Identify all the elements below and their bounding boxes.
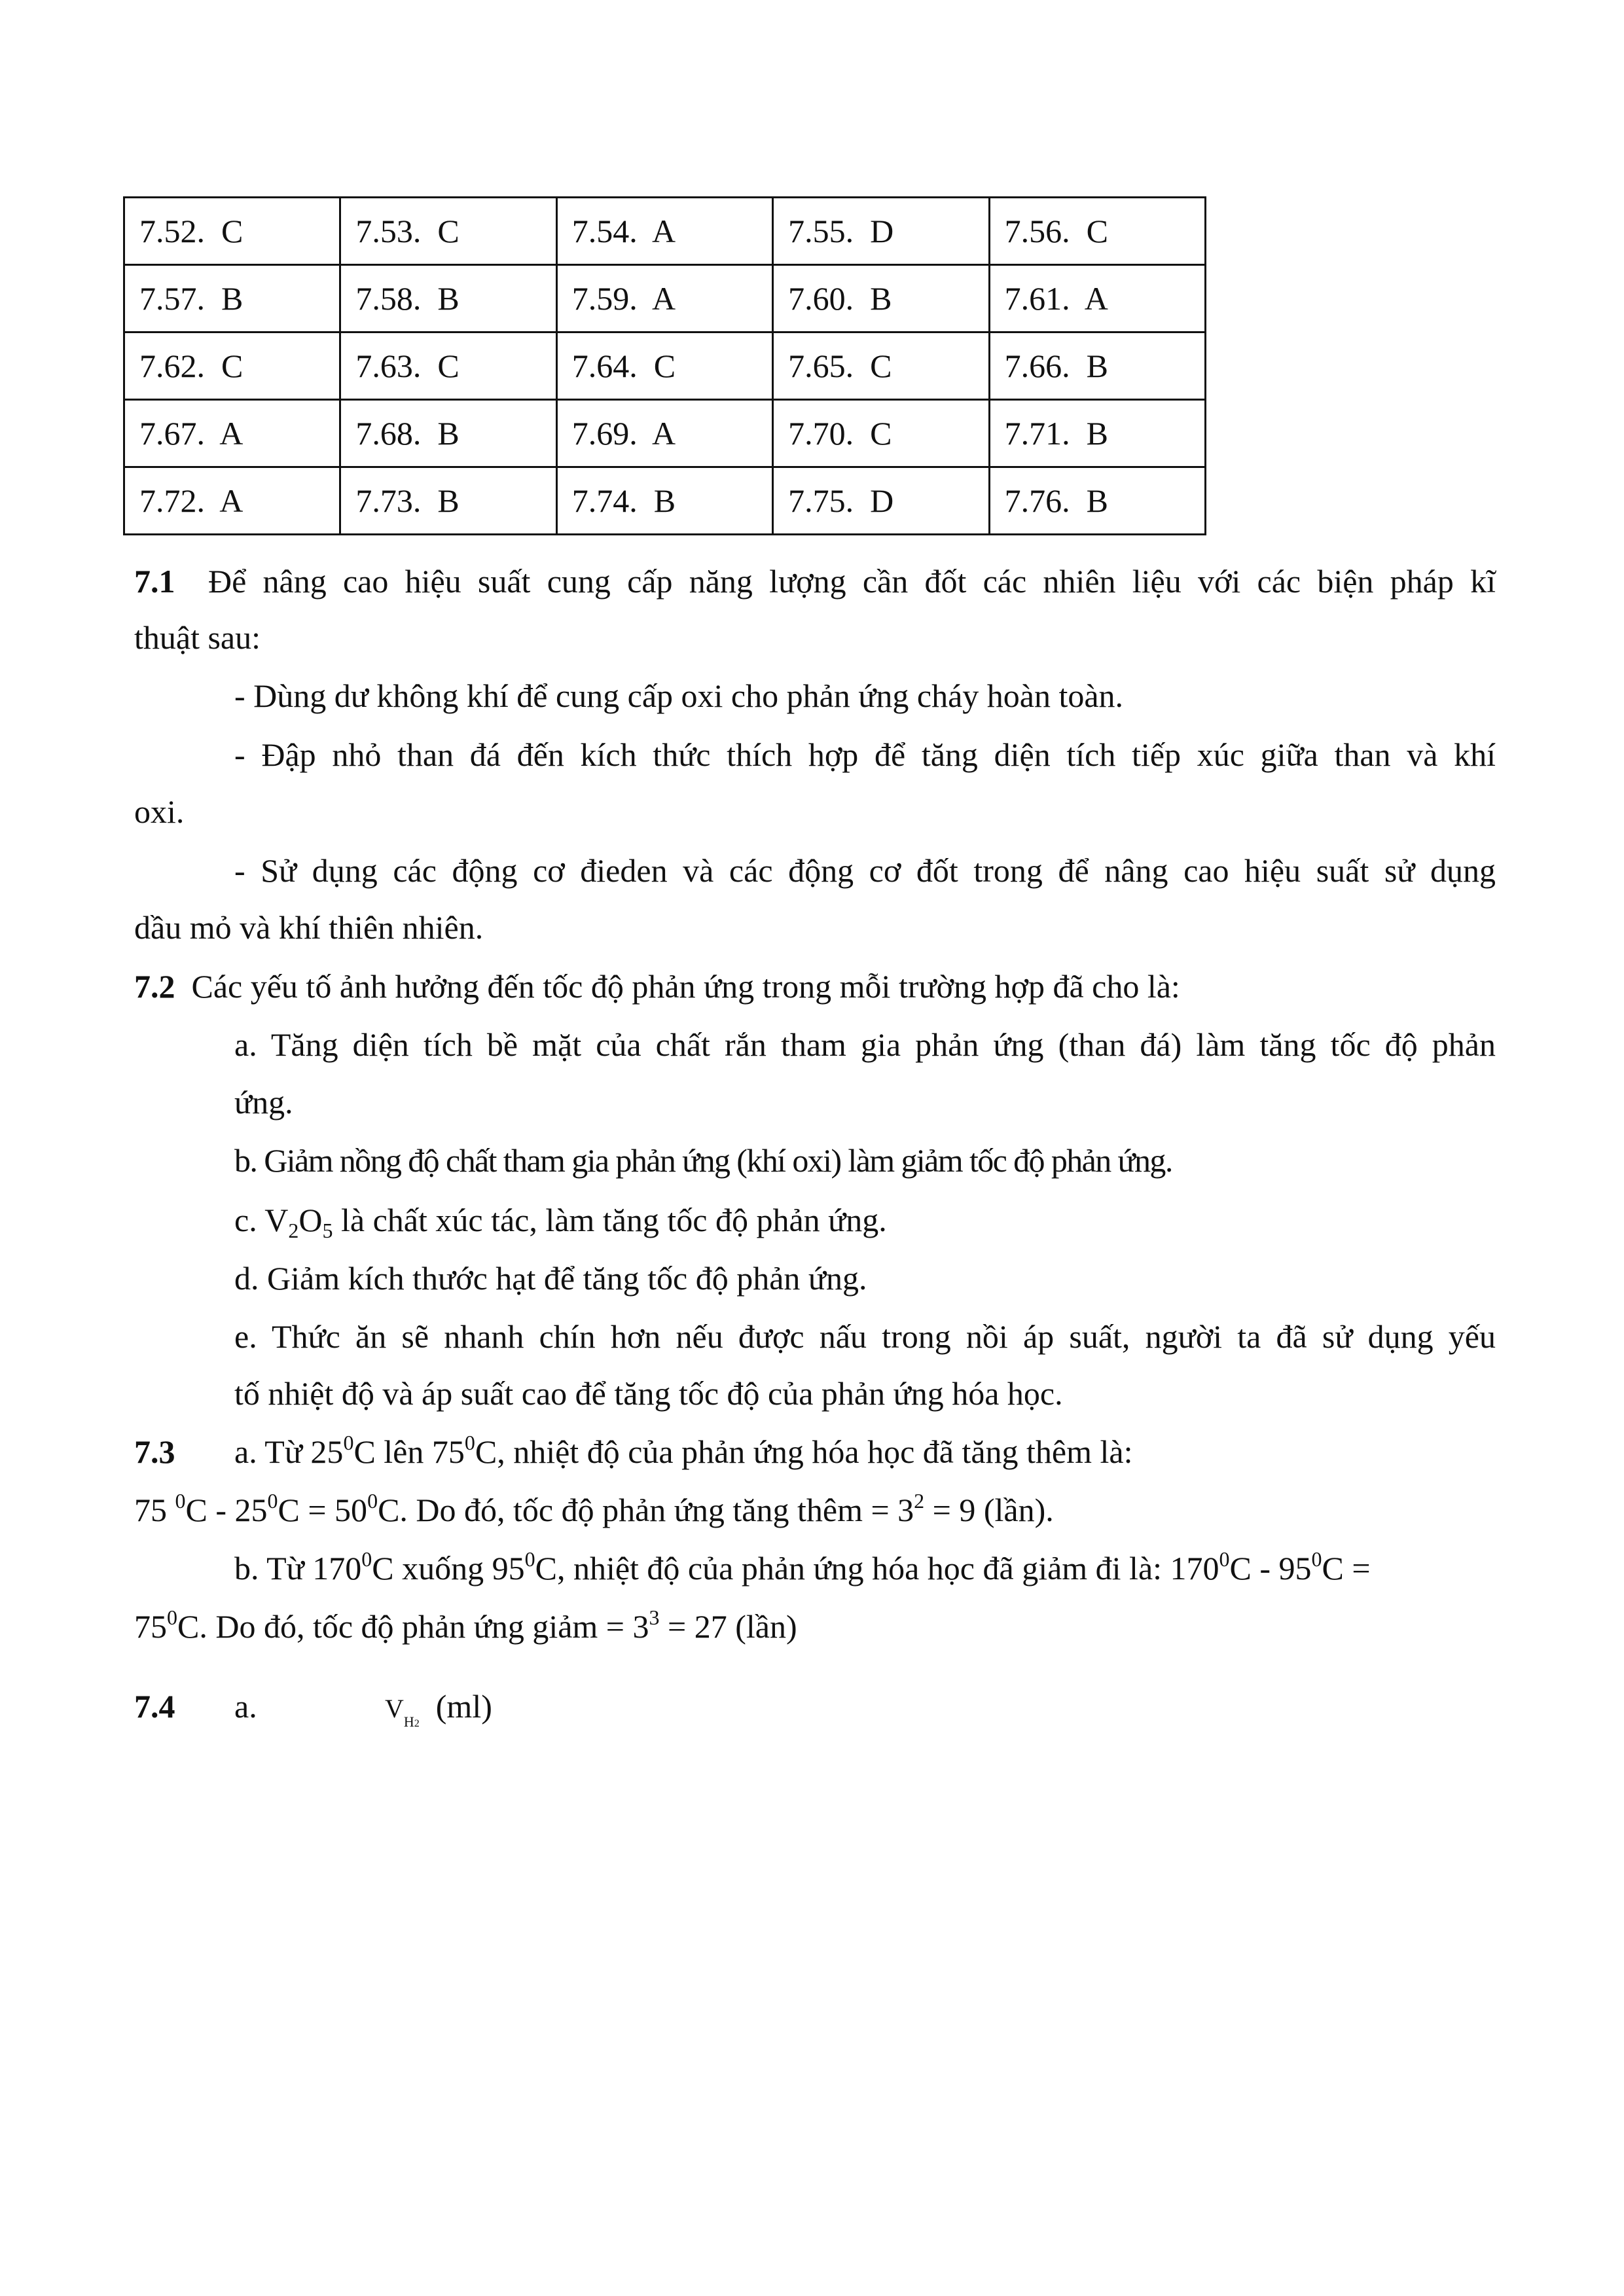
table-row bbox=[124, 265, 1206, 332]
q72-c-sub1: 2 bbox=[288, 1219, 299, 1242]
q73-deg: 0 bbox=[343, 1431, 354, 1454]
q73-text: C lên 75 bbox=[353, 1433, 465, 1470]
q73-text: C - 95 bbox=[1229, 1550, 1312, 1587]
table-row bbox=[124, 400, 1206, 467]
answer-cell: 7.59. A bbox=[556, 265, 772, 332]
q73-deg: 0 bbox=[524, 1547, 535, 1571]
answer-cell: 7.68. B bbox=[340, 400, 556, 467]
q73-text: b. Từ 170 bbox=[234, 1550, 362, 1587]
q73-b-line1 bbox=[234, 1549, 1371, 1588]
answer-cell: 7.67. A bbox=[124, 400, 340, 467]
table-row bbox=[124, 332, 1206, 400]
answer-cell: 7.58. B bbox=[340, 265, 556, 332]
answer-cell: 7.66. B bbox=[989, 332, 1205, 400]
q71-bullet2-line1: - Đập nhỏ than đá đến kích thức thích hợp để tăng diện tích tiếp xúc giữa than và khí bbox=[234, 736, 1496, 773]
answer-cell: 7.54. A bbox=[556, 198, 772, 265]
q73-deg: 0 bbox=[1311, 1547, 1322, 1571]
q73-text: C. Do đó, tốc độ phản ứng giảm = 3 bbox=[177, 1608, 649, 1645]
q73-text: C = bbox=[1322, 1550, 1371, 1587]
q73-deg: 0 bbox=[464, 1431, 475, 1454]
q73-text: C - 25 bbox=[185, 1492, 268, 1528]
q72-c-sub2: 5 bbox=[322, 1219, 333, 1242]
q72-d: d. Giảm kích thước hạt để tăng tốc độ phản ứng. bbox=[234, 1260, 867, 1297]
answer-cell: 7.56. C bbox=[989, 198, 1205, 265]
q72-c-text: là chất xúc tác, làm tăng tốc độ phản ứng. bbox=[333, 1202, 887, 1238]
q73-b-line2 bbox=[134, 1607, 797, 1646]
q71-line1 bbox=[134, 562, 1496, 601]
answer-cell: 7.64. C bbox=[556, 332, 772, 400]
answer-cell: 7.52. C bbox=[124, 198, 340, 265]
q73-deg: 0 bbox=[361, 1547, 372, 1571]
q73-text: = 27 (lần) bbox=[659, 1608, 797, 1645]
q71-intro-1: Để nâng cao hiệu suất cung cấp năng lượng cần đốt các nhiên liệu với các biện pháp kĩ bbox=[208, 563, 1496, 600]
q73-text: 75 bbox=[134, 1608, 167, 1645]
q72-b: b. Giảm nồng độ chất tham gia phản ứng (khí oxi) làm giảm tốc độ phản ứng. bbox=[234, 1142, 1172, 1179]
q73-text: C = 50 bbox=[278, 1492, 368, 1528]
answer-cell: 7.57. B bbox=[124, 265, 340, 332]
q72-intro: Các yếu tố ảnh hưởng đến tốc độ phản ứng trong mỗi trường hợp đã cho là: bbox=[191, 968, 1180, 1005]
answer-cell: 7.71. B bbox=[989, 400, 1205, 467]
q73-number bbox=[134, 1432, 175, 1471]
answer-cell: 7.55. D bbox=[773, 198, 989, 265]
q71-bullet2-line2: oxi. bbox=[134, 793, 185, 830]
answer-cell: 7.72. A bbox=[124, 467, 340, 535]
q73-text: C, nhiệt độ của phản ứng hóa học đã tăng thêm là: bbox=[475, 1433, 1133, 1470]
q73-text: 75 bbox=[134, 1492, 175, 1528]
q73-text: C, nhiệt độ của phản ứng hóa học đã giảm đi là: 170 bbox=[535, 1550, 1219, 1587]
answer-cell: 7.53. C bbox=[340, 198, 556, 265]
q74-number-text: 7.4 bbox=[134, 1688, 175, 1725]
table-row bbox=[124, 198, 1206, 265]
axis-sub bbox=[404, 1713, 420, 1730]
q73-text: C xuống 95 bbox=[372, 1550, 525, 1587]
q74-a: a. bbox=[234, 1688, 257, 1725]
q73-deg: 0 bbox=[367, 1489, 378, 1513]
q73-deg: 0 bbox=[167, 1605, 177, 1629]
answer-cell: 7.62. C bbox=[124, 332, 340, 400]
answer-cell: 7.61. A bbox=[989, 265, 1205, 332]
answer-cell: 7.73. B bbox=[340, 467, 556, 535]
q71-bullet3-line2: dầu mỏ và khí thiên nhiên. bbox=[134, 909, 484, 946]
q73-a-line1 bbox=[234, 1432, 1133, 1471]
answer-cell: 7.69. A bbox=[556, 400, 772, 467]
axis-sub-h: H bbox=[403, 1713, 414, 1730]
q72-c-text: O bbox=[298, 1202, 323, 1238]
table-row bbox=[124, 467, 1206, 535]
q72-a-line2: ứng. bbox=[234, 1084, 293, 1121]
q73-a-line2 bbox=[134, 1490, 1054, 1530]
q72-c bbox=[234, 1200, 887, 1240]
q73-text: C. Do đó, tốc độ phản ứng tăng thêm = 3 bbox=[378, 1492, 914, 1528]
answer-cell: 7.75. D bbox=[773, 467, 989, 535]
q72-a-line1: a. Tăng diện tích bề mặt của chất rắn tham gia phản ứng (than đá) làm tăng tốc độ phản bbox=[234, 1026, 1496, 1063]
q71-bullet3-line1: - Sử dụng các động cơ đieden và các động cơ đốt trong để nâng cao hiệu suất sử dụng bbox=[234, 852, 1496, 889]
answer-cell: 7.60. B bbox=[773, 265, 989, 332]
q73-deg: 0 bbox=[175, 1489, 186, 1513]
q73-text: = 9 (lần). bbox=[924, 1492, 1054, 1528]
q73-exp: 3 bbox=[649, 1605, 660, 1629]
q73-number-text: 7.3 bbox=[134, 1433, 175, 1470]
q72-e-line2: tố nhiệt độ và áp suất cao để tăng tốc độ của phản ứng hóa học. bbox=[234, 1375, 1063, 1412]
q73-deg: 0 bbox=[267, 1489, 278, 1513]
axis-v: V bbox=[385, 1694, 404, 1723]
q73-exp: 2 bbox=[914, 1489, 925, 1513]
q71-bullet1: - Dùng dư không khí để cung cấp oxi cho phản ứng cháy hoàn toàn. bbox=[234, 677, 1124, 714]
q72-e-line1: e. Thức ăn sẽ nhanh chín hơn nếu được nấu trong nồi áp suất, người ta đã sử dụng yếu bbox=[234, 1318, 1496, 1355]
q73-text: a. Từ 25 bbox=[234, 1433, 344, 1470]
q72-intro-line bbox=[134, 967, 1180, 1006]
q71-number: 7.1 bbox=[134, 563, 175, 600]
answer-cell: 7.65. C bbox=[773, 332, 989, 400]
answer-cell: 7.76. B bbox=[989, 467, 1205, 535]
answer-cell: 7.74. B bbox=[556, 467, 772, 535]
q72-number: 7.2 bbox=[134, 968, 175, 1005]
answer-cell: 7.63. C bbox=[340, 332, 556, 400]
q73-deg: 0 bbox=[1219, 1547, 1230, 1571]
q71-line2: thuật sau: bbox=[134, 619, 261, 656]
axis-sub-2: 2 bbox=[414, 1718, 420, 1729]
q74-axis-label bbox=[385, 1687, 492, 1729]
q74-number bbox=[134, 1687, 175, 1726]
q72-c-text: c. V bbox=[234, 1202, 289, 1238]
axis-unit: (ml) bbox=[435, 1688, 492, 1725]
answer-table bbox=[123, 196, 1206, 535]
answer-cell: 7.70. C bbox=[773, 400, 989, 467]
